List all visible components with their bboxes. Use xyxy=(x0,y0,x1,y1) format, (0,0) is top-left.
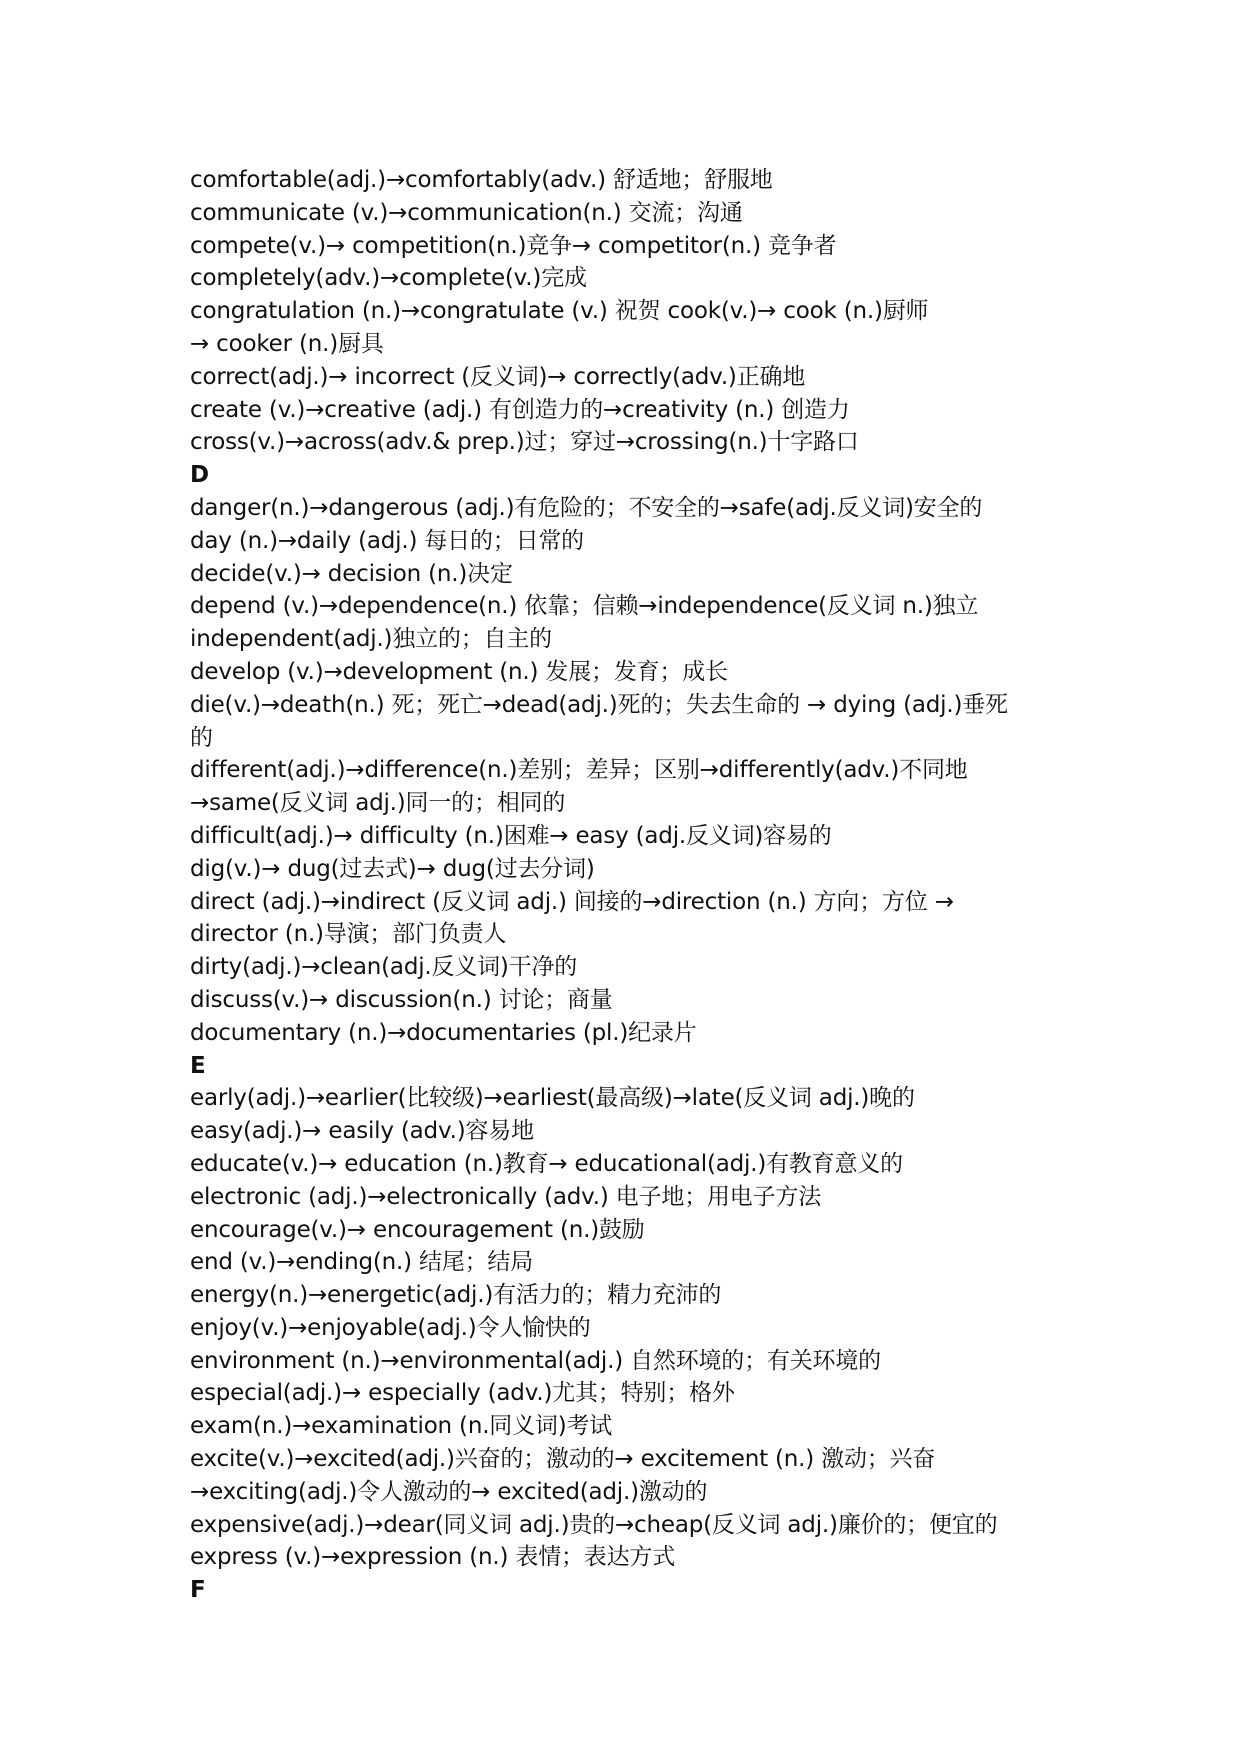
vocabulary-line: dirty(adj.)→clean(adj.反义词)干净的 xyxy=(190,954,578,981)
vocabulary-line: correct(adj.)→ incorrect (反义词)→ correctly(adv.)正确地 xyxy=(190,363,806,390)
vocabulary-line: end (v.)→ending(n.) 结尾；结局 xyxy=(190,1249,534,1276)
vocabulary-line: easy(adj.)→ easily (adv.)容易地 xyxy=(190,1118,534,1145)
vocabulary-line: expensive(adj.)→dear(同义词 adj.)贵的→cheap(反义词 adj.)廉价的；便宜的 xyxy=(190,1511,998,1538)
vocabulary-line: difficult(adj.)→ difficulty (n.)困难→ easy (adj.反义词)容易的 xyxy=(190,822,832,849)
vocabulary-line: environment (n.)→environmental(adj.) 自然环境的；有关环境的 xyxy=(190,1347,881,1374)
vocabulary-line: comfortable(adj.)→comfortably(adv.) 舒适地；舒服地 xyxy=(190,167,773,193)
vocabulary-line: discuss(v.)→ discussion(n.) 讨论；商量 xyxy=(190,986,613,1013)
section-letter-heading: D xyxy=(190,462,209,489)
vocabulary-line: energy(n.)→energetic(adj.)有活力的；精力充沛的 xyxy=(190,1282,722,1309)
vocabulary-line: develop (v.)→development (n.) 发展；发育；成长 xyxy=(190,658,728,685)
vocabulary-line: compete(v.)→ competition(n.)竞争→ competitor(n.) 竞争者 xyxy=(190,232,837,259)
vocabulary-line: communicate (v.)→communication(n.) 交流；沟通 xyxy=(190,199,743,226)
vocabulary-line: electronic (adj.)→electronically (adv.) 电子地；用电子方法 xyxy=(190,1183,821,1210)
section-letter-heading: E xyxy=(190,1052,206,1079)
vocabulary-line: decide(v.)→ decision (n.)决定 xyxy=(190,560,513,587)
vocabulary-line: depend (v.)→dependence(n.) 依靠；信赖→independence(反义词 n.)独立 xyxy=(190,593,979,620)
vocabulary-line: direct (adj.)→indirect (反义词 adj.) 间接的→direction (n.) 方向；方位 → xyxy=(190,888,954,915)
vocabulary-list xyxy=(190,164,1070,1607)
vocabulary-line: encourage(v.)→ encouragement (n.)鼓励 xyxy=(190,1216,645,1243)
vocabulary-line: documentary (n.)→documentaries (pl.)纪录片 xyxy=(190,1019,697,1046)
vocabulary-line: day (n.)→daily (adj.) 每日的；日常的 xyxy=(190,527,584,554)
vocabulary-line: especial(adj.)→ especially (adv.)尤其；特别；格外 xyxy=(190,1380,735,1407)
vocabulary-line: → cooker (n.)厨具 xyxy=(190,330,384,357)
vocabulary-line: director (n.)导演；部门负责人 xyxy=(190,921,507,948)
vocabulary-line: 的 xyxy=(190,724,213,751)
vocabulary-line: enjoy(v.)→enjoyable(adj.)令人愉快的 xyxy=(190,1314,591,1341)
vocabulary-line: early(adj.)→earlier(比较级)→earliest(最高级)→late(反义词 adj.)晚的 xyxy=(190,1085,915,1112)
vocabulary-line: excite(v.)→excited(adj.)兴奋的；激动的→ excitement (n.) 激动；兴奋 xyxy=(190,1446,936,1473)
vocabulary-line: →exciting(adj.)令人激动的→ excited(adj.)激动的 xyxy=(190,1478,708,1505)
vocabulary-line: different(adj.)→difference(n.)差别；差异；区别→differently(adv.)不同地 xyxy=(190,757,968,784)
vocabulary-line: express (v.)→expression (n.) 表情；表达方式 xyxy=(190,1544,676,1571)
vocabulary-line: congratulation (n.)→congratulate (v.) 祝贺 cook(v.)→ cook (n.)厨师 xyxy=(190,298,929,325)
section-letter-heading: F xyxy=(190,1577,206,1604)
vocabulary-line: exam(n.)→examination (n.同义词)考试 xyxy=(190,1413,613,1440)
vocabulary-line: die(v.)→death(n.) 死；死亡→dead(adj.)死的；失去生命的 → dying (adj.)垂死 xyxy=(190,691,1008,718)
vocabulary-line: danger(n.)→dangerous (adj.)有危险的；不安全的→safe(adj.反义词)安全的 xyxy=(190,494,983,521)
vocabulary-line: dig(v.)→ dug(过去式)→ dug(过去分词) xyxy=(190,855,595,882)
vocabulary-line: →same(反义词 adj.)同一的；相同的 xyxy=(190,790,566,817)
vocabulary-line: independent(adj.)独立的；自主的 xyxy=(190,626,552,653)
vocabulary-line: educate(v.)→ education (n.)教育→ educational(adj.)有教育意义的 xyxy=(190,1150,903,1177)
vocabulary-line: cross(v.)→across(adv.& prep.)过；穿过→crossing(n.)十字路口 xyxy=(190,429,859,456)
vocabulary-line: create (v.)→creative (adj.) 有创造力的→creativity (n.) 创造力 xyxy=(190,396,850,423)
vocabulary-line: completely(adv.)→complete(v.)完成 xyxy=(190,265,587,292)
